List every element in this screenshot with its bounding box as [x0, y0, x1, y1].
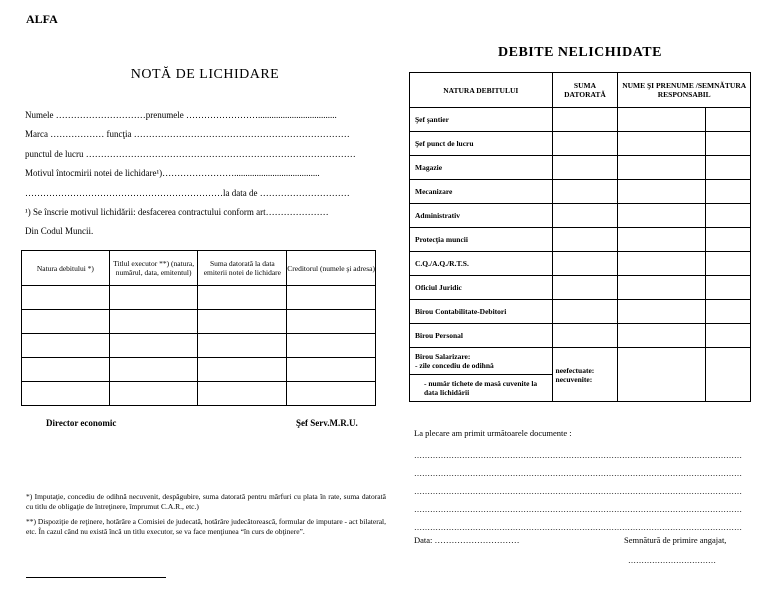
- salary-row: [410, 348, 751, 375]
- company-name: ALFA: [26, 12, 58, 26]
- table-row: [22, 334, 376, 358]
- footnote-debt-nature: *) Imputaţie, concediu de odihnă necuvenit, despăgubire, suma datorată pentru mărfuri cu plata în rate, suma datorată cu titlu de obligaţie de întreţinere, împrumut C.A.R., etc.): [26, 492, 386, 511]
- table-row: [22, 382, 376, 406]
- economic-director-signature: Director economic: [46, 418, 117, 428]
- table-row: [22, 286, 376, 310]
- row-label: Protecţia muncii: [410, 228, 553, 252]
- debts-table: [21, 250, 376, 406]
- table-row: [410, 108, 751, 132]
- date-field: Data: …………………………: [414, 535, 520, 545]
- footnotes: [26, 492, 386, 542]
- row-label: Şef şantier: [410, 108, 553, 132]
- table-row: [410, 324, 751, 348]
- form-line-name: Numele …………………………prenumele ……………………...................................: [25, 110, 337, 120]
- salary-leave-days: - zile concediu de odihnă: [415, 361, 494, 370]
- row-label: Şef punct de lucru: [410, 132, 553, 156]
- footnote-divider: [26, 577, 166, 578]
- unpaid-debts-table: [409, 72, 751, 402]
- table-row: [410, 228, 751, 252]
- table-row: [22, 310, 376, 334]
- document-line: ……………………………………………………………………………………………………………: [414, 505, 742, 514]
- header-amount: SUMA DATORATĂ: [552, 73, 618, 108]
- employee-signature-line: ……………………………: [628, 556, 716, 565]
- footnote-enforcement-title: **) Dispoziţie de reţinere, hotărâre a Comisiei de judecată, hotărâre judecătorească, formular de imputare - act bilateral, etc. În cazul când nu există încă un titlu executor, se va face menţiunea “în curs de obţinere”.: [26, 517, 386, 536]
- header-nature: NATURA DEBITULUI: [410, 73, 553, 108]
- form-line-mark-function: Marca ……………… funcţia ………………………………………………………………: [25, 129, 350, 140]
- employee-receipt-signature: Semnătură de primire angajat,: [624, 535, 727, 545]
- documents-lines: [414, 447, 754, 537]
- hr-head-signature: Şef Serv.M.R.U.: [296, 418, 358, 428]
- row-label: Birou Contabilitate-Debitori: [410, 300, 553, 324]
- row-label: Birou Personal: [410, 324, 553, 348]
- row-label: Administrativ: [410, 204, 553, 228]
- document-line: ……………………………………………………………………………………………………………: [414, 451, 742, 460]
- header-responsible: NUME ŞI PRENUME /SEMNĂTURA RESPONSABIL: [618, 73, 751, 108]
- table-row: [410, 276, 751, 300]
- header-enforcement-title: Titlul executor **) (natura, numărul, data, emitentul): [109, 251, 198, 286]
- documents-received-heading: La plecare am primit următoarele documente :: [414, 428, 572, 438]
- row-label: Oficiul Juridic: [410, 276, 553, 300]
- document-line: ……………………………………………………………………………………………………………: [414, 487, 742, 496]
- row-label: Magazie: [410, 156, 553, 180]
- table-row: [22, 358, 376, 382]
- salary-amount-note: neefectuate: necuvenite:: [552, 348, 618, 402]
- table-row: [410, 180, 751, 204]
- employee-form: [25, 106, 387, 242]
- table-row: [410, 300, 751, 324]
- document-line: ……………………………………………………………………………………………………………: [414, 523, 742, 532]
- table-row: [410, 204, 751, 228]
- row-label: Mecanizare: [410, 180, 553, 204]
- table-row: [410, 252, 751, 276]
- document-line: ……………………………………………………………………………………………………………: [414, 469, 742, 478]
- form-line-reason-note: ¹) Se înscrie motivul lichidării: desfacerea contractului conform art…………………: [25, 207, 329, 218]
- liquidation-note-title: NOTĂ DE LICHIDARE: [130, 67, 280, 82]
- unpaid-debts-title: DEBITE NELICHIDATE: [498, 45, 662, 60]
- salary-meal-tickets: - număr tichete de masă cuvenite la data lichidării: [410, 375, 553, 402]
- header-debt-nature: Natura debitului *): [22, 251, 110, 286]
- salary-label: Birou Salarizare:: [415, 352, 471, 361]
- form-line-reason: Motivul întocmirii notei de lichidare¹)……………………......................................: [25, 168, 320, 179]
- header-creditor: Creditorul (numele şi adresa): [287, 251, 376, 286]
- header-amount-due: Suma datorată la data emiterii notei de lichidare: [198, 251, 287, 286]
- form-line-workplace: punctul de lucru ………………………………………………………………………………: [25, 148, 356, 159]
- form-line-date: …………………………………………………………la data de …………………………: [25, 187, 350, 198]
- table-row: [410, 132, 751, 156]
- salary-leave-cell: [410, 348, 553, 375]
- table-row: [410, 156, 751, 180]
- row-label: C.Q./A.Q./R.T.S.: [410, 252, 553, 276]
- form-line-labor-code: Din Codul Muncii.: [25, 226, 94, 237]
